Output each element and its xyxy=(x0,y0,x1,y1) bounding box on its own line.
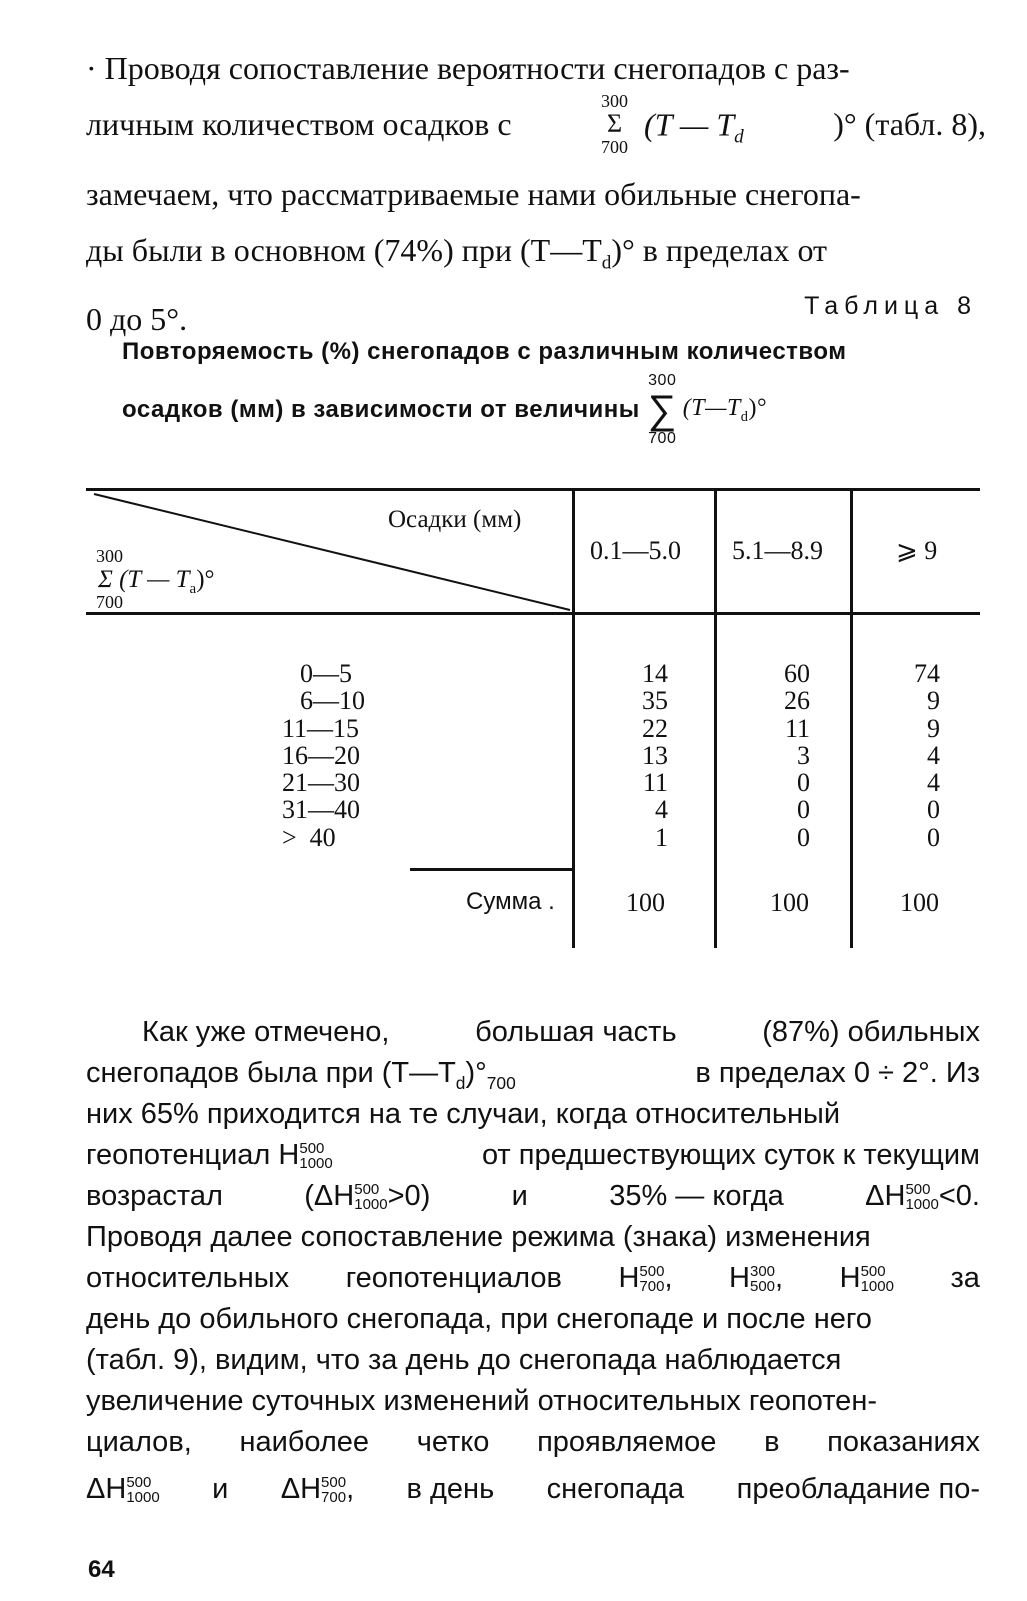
table-cell: 1 xyxy=(655,822,668,852)
body-line-8: день до обильного снегопада, при снегопаде и после него xyxy=(86,1303,872,1335)
table-cell: 4 xyxy=(927,768,940,798)
index-stack xyxy=(299,1141,332,1171)
body-text: и xyxy=(511,1180,528,1212)
intro-line-4-sub: d xyxy=(601,252,612,274)
column-9-plus-values xyxy=(882,660,940,851)
body-text xyxy=(865,1176,980,1217)
table-cell: 0 xyxy=(797,768,810,798)
index-stack xyxy=(639,1264,664,1294)
column-5.1-8.9-values xyxy=(752,660,810,851)
body-text: (87%) обильных xyxy=(762,1016,980,1048)
body-text-part: ΔH xyxy=(865,1180,906,1212)
body-text-part: ΔH xyxy=(86,1473,127,1505)
index-lower: 1000 xyxy=(905,1196,939,1214)
table-cell: 4 xyxy=(927,740,940,770)
row-label: 16—20 xyxy=(282,740,360,770)
index-lower: 700 xyxy=(639,1278,665,1296)
body-text: 35% — когда xyxy=(609,1180,784,1212)
header-precipitation-label: Осадки (мм) xyxy=(388,506,522,533)
body-text: снегопада xyxy=(546,1473,685,1505)
table-cell: 3 xyxy=(797,740,810,770)
row-labels xyxy=(282,660,372,851)
index-upper: 300 xyxy=(750,1263,776,1281)
title-sigma-symbol: ∑ xyxy=(647,388,677,432)
body-text: относительных xyxy=(86,1262,290,1294)
index-stack xyxy=(126,1475,159,1505)
table-cell: 22 xyxy=(642,713,668,743)
body-text-part: ΔH xyxy=(280,1473,322,1505)
index-upper: 500 xyxy=(354,1181,380,1199)
body-text: четко xyxy=(416,1426,490,1458)
title-sum-lower: 700 xyxy=(648,430,677,447)
index-lower: 1000 xyxy=(860,1278,894,1296)
intro-line-1: · Проводя сопоставление вероятности снегопадов с раз- xyxy=(86,50,850,86)
index-upper: 500 xyxy=(860,1263,886,1281)
body-line-11 xyxy=(86,1422,980,1463)
body-text-part: снегопадов была при (T—T xyxy=(86,1057,456,1089)
table-caption: Таблица 8 xyxy=(804,292,977,320)
intro-line-2-text: личным количеством осадков с xyxy=(86,106,512,142)
table-cell: 60 xyxy=(784,659,810,688)
table-cell: 0 xyxy=(927,822,940,852)
title-sum-upper: 300 xyxy=(648,372,677,389)
index-lower: 1000 xyxy=(299,1155,333,1173)
table-cell: 14 xyxy=(642,659,668,688)
body-text: проявляемое xyxy=(537,1426,717,1458)
body-text xyxy=(86,1135,333,1176)
body-text xyxy=(840,1258,894,1299)
sum-cell: 100 xyxy=(770,888,809,917)
body-text: Как уже отмечено, xyxy=(142,1016,390,1048)
intro-line-3: замечаем, что рассматриваемые нами обильные снегопа- xyxy=(86,175,861,212)
body-text: за xyxy=(950,1262,980,1294)
index-stack xyxy=(905,1182,938,1212)
index-stack xyxy=(321,1475,346,1505)
formula-subscript: d xyxy=(734,126,744,148)
column-header-5.1-8.9: 5.1—8.9 xyxy=(732,536,823,565)
body-line-3: них 65% приходится на те случаи, когда относительный xyxy=(86,1098,841,1130)
body-line-2 xyxy=(86,1053,980,1094)
body-text-part: геопотенциал H xyxy=(86,1139,300,1171)
index-upper: 500 xyxy=(299,1140,325,1158)
body-text: геопотенциалов xyxy=(345,1262,562,1294)
sum-lower-limit: 700 xyxy=(601,137,629,157)
table-title-line-2 xyxy=(122,372,767,448)
column-header-0.1-5.0: 0.1—5.0 xyxy=(590,536,681,565)
index-lower: 700 xyxy=(321,1489,347,1507)
body-sub: d xyxy=(455,1072,466,1093)
body-text: наиболее xyxy=(239,1426,370,1458)
body-line-4 xyxy=(86,1135,980,1176)
intro-line-5: 0 до 5°. xyxy=(86,301,188,338)
body-text: H 500 700 , xyxy=(618,1262,673,1296)
sum-expression xyxy=(601,91,744,166)
body-text: и xyxy=(212,1473,229,1505)
intro-line-4-text: ды были в основном (74%) при (T—T xyxy=(86,231,602,268)
table-cell: 13 xyxy=(642,740,668,770)
body-text: показаниях xyxy=(827,1426,980,1458)
body-line-6: Проводя далее сопоставление режима (знака) изменения xyxy=(86,1221,871,1253)
index-upper: 500 xyxy=(639,1263,665,1281)
body-text-part: H xyxy=(618,1262,640,1294)
table-cell: 35 xyxy=(642,686,668,716)
row-label: 31—40 xyxy=(282,795,360,825)
body-text-part: <0. xyxy=(938,1180,980,1212)
body-text-part: H xyxy=(839,1262,861,1294)
body-text: преобладание по- xyxy=(736,1473,980,1505)
table-title-line-2-text: осадков (мм) в зависимости от величины xyxy=(122,396,640,423)
header-sum-lower: 700 xyxy=(96,592,123,612)
title-formula-text: (T—T xyxy=(682,394,741,421)
table-cell: 11 xyxy=(642,768,668,798)
table-cell: 26 xyxy=(784,686,810,716)
body-text-part: >0) xyxy=(387,1180,431,1212)
body-line-7 xyxy=(86,1258,980,1299)
title-formula-sub: d xyxy=(740,408,749,425)
sum-rule xyxy=(410,868,572,871)
header-sum-formula-text: Σ (T — T xyxy=(98,566,190,593)
table-title-line-1: Повторяемость (%) снегопадов с различным количеством xyxy=(122,338,847,365)
index-upper: 500 xyxy=(905,1181,931,1199)
sum-upper-limit: 300 xyxy=(601,91,629,111)
column-header-9-plus: ⩾ 9 xyxy=(896,536,938,565)
body-text-part: (ΔH xyxy=(304,1180,355,1212)
body-text xyxy=(86,1469,160,1510)
formula-text: (T — T xyxy=(644,106,735,143)
body-text: в день xyxy=(406,1473,495,1505)
row-label: 21—30 xyxy=(282,768,360,798)
table-cell: 9 xyxy=(927,686,940,716)
column-divider-2 xyxy=(714,490,717,948)
body-text: циалов, xyxy=(86,1426,192,1458)
table-cell: 74 xyxy=(914,659,940,688)
body-text: ΔH 500 700 , xyxy=(280,1473,355,1507)
title-formula xyxy=(683,395,767,426)
intro-line-4 xyxy=(86,222,986,291)
sum-cell: 100 xyxy=(626,888,665,917)
column-divider-3 xyxy=(850,490,853,948)
index-stack xyxy=(750,1264,775,1294)
body-text-part: )° xyxy=(465,1057,487,1089)
body-line-10: увеличение суточных изменений относительных геопотен- xyxy=(86,1385,877,1417)
title-formula-end: )° xyxy=(748,394,768,421)
body-text: возрастал xyxy=(86,1180,223,1212)
table-cell: 0 xyxy=(927,795,940,825)
index-stack xyxy=(861,1264,894,1294)
index-upper: 500 xyxy=(126,1474,152,1492)
body-line-5 xyxy=(86,1176,980,1217)
index-lower: 1000 xyxy=(354,1196,388,1214)
header-sum-formula-sub: a xyxy=(189,581,197,597)
header-sum-formula-end: )° xyxy=(196,566,215,593)
table-cell: 9 xyxy=(927,713,940,743)
header-sum-upper: 300 xyxy=(96,546,123,566)
body-text: H 300 500 , xyxy=(729,1262,784,1296)
body-text: в xyxy=(764,1426,780,1458)
sum-cell: 100 xyxy=(900,888,939,917)
index-lower: 1000 xyxy=(126,1489,160,1507)
index-lower: 500 xyxy=(750,1278,776,1296)
body-paragraph xyxy=(86,1012,980,1510)
table-cell: 11 xyxy=(784,713,810,743)
intro-line-2 xyxy=(86,91,986,166)
body-line-9: (табл. 9), видим, что за день до снегопада наблюдается xyxy=(86,1344,842,1376)
row-label: > 40 xyxy=(282,822,336,852)
sum-operator xyxy=(601,92,628,156)
column-0.1-5.0-values xyxy=(610,660,668,851)
table-cell: 0 xyxy=(797,795,810,825)
body-text xyxy=(86,1053,516,1094)
table-cell: 4 xyxy=(655,795,668,825)
index-stack xyxy=(354,1182,387,1212)
sum-label: Сумма . xyxy=(466,888,555,915)
body-text xyxy=(304,1176,430,1217)
title-sum-operator xyxy=(648,372,677,448)
body-sub: 700 xyxy=(486,1072,516,1093)
body-text: в пределах 0 ÷ 2°. Из xyxy=(695,1057,980,1089)
sigma-symbol: Σ xyxy=(606,109,623,138)
body-text-part: H xyxy=(729,1262,750,1294)
index-upper: 500 xyxy=(321,1474,347,1492)
body-line-1 xyxy=(86,1012,980,1053)
body-text: большая часть xyxy=(475,1016,677,1048)
intro-line-4-end: )° в пределах от xyxy=(611,231,828,268)
body-line-12 xyxy=(86,1469,980,1510)
row-label: 0—5 xyxy=(300,659,352,688)
row-label: 6—10 xyxy=(300,686,365,716)
table-cell: 0 xyxy=(797,822,810,852)
intro-line-2-end: )° (табл. 8), xyxy=(833,106,986,142)
body-text: от предшествующих суток к текущим xyxy=(481,1139,980,1171)
row-label: 11—15 xyxy=(282,713,360,743)
page-number: 64 xyxy=(88,1556,115,1583)
